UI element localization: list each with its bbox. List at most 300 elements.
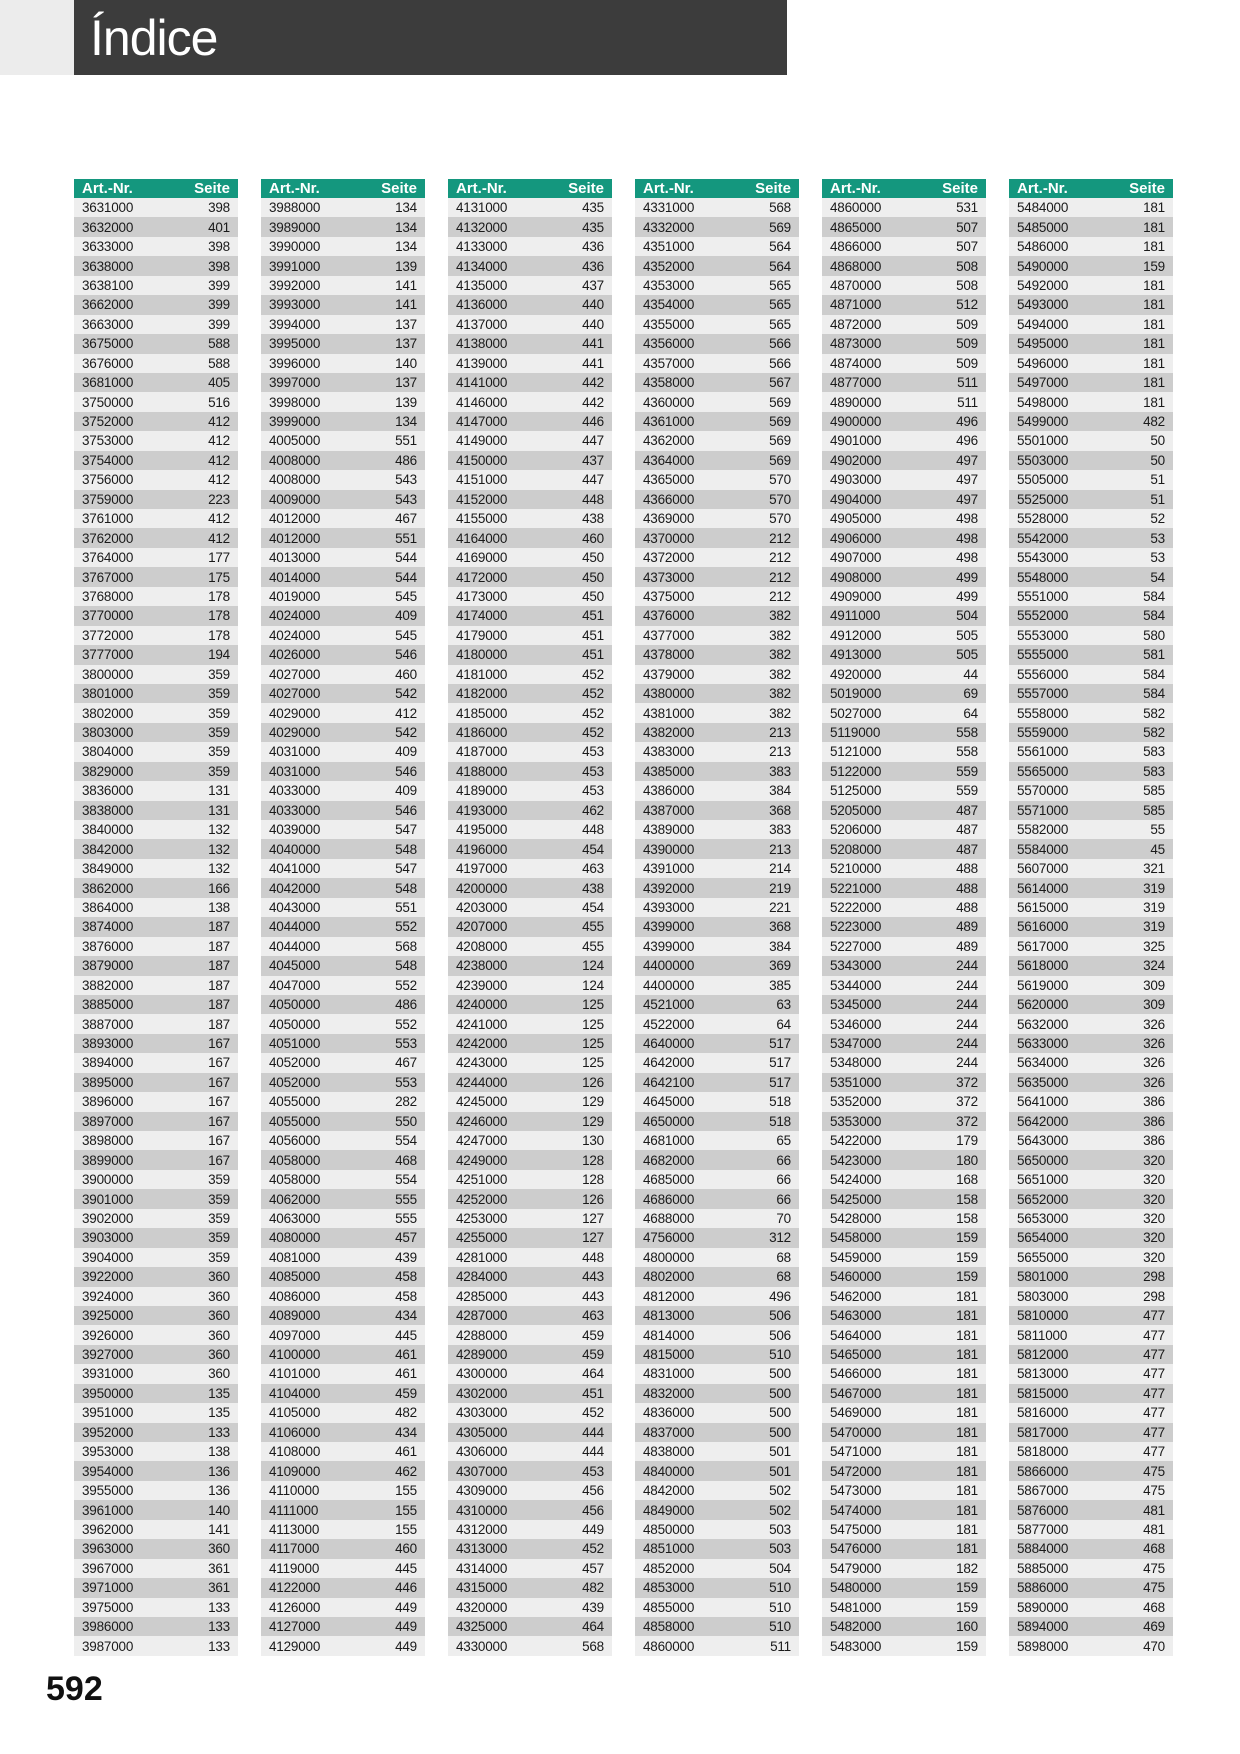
table-row <box>74 976 238 995</box>
table-row <box>261 1539 425 1558</box>
article-number: 5803000 <box>1017 1288 1069 1304</box>
article-number: 5479000 <box>830 1560 882 1576</box>
page-ref: 543 <box>395 491 417 507</box>
article-number: 4249000 <box>456 1152 508 1168</box>
table-row <box>822 820 986 839</box>
article-number: 5818000 <box>1017 1444 1069 1460</box>
seite-header: Seite <box>1129 180 1165 197</box>
table-row <box>822 1384 986 1403</box>
table-row <box>635 723 799 742</box>
article-number: 4814000 <box>643 1327 695 1343</box>
table-row <box>74 1034 238 1053</box>
article-number: 4101000 <box>269 1366 321 1382</box>
table-row <box>448 1092 612 1111</box>
page-ref: 128 <box>582 1172 604 1188</box>
article-number: 3675000 <box>82 336 134 352</box>
page-ref: 129 <box>582 1113 604 1129</box>
article-number: 5653000 <box>1017 1210 1069 1226</box>
table-row <box>822 1325 986 1344</box>
page-ref: 475 <box>1143 1463 1165 1479</box>
page-ref: 509 <box>956 336 978 352</box>
table-row <box>822 431 986 450</box>
page-ref: 509 <box>956 355 978 371</box>
article-number: 5877000 <box>1017 1521 1069 1537</box>
table-row <box>448 898 612 917</box>
page-ref: 442 <box>582 394 604 410</box>
article-number: 4122000 <box>269 1580 321 1596</box>
article-number: 4119000 <box>269 1560 320 1576</box>
page-ref: 412 <box>208 414 230 430</box>
article-number: 3676000 <box>82 355 134 371</box>
page-ref: 141 <box>208 1521 230 1537</box>
article-number: 4137000 <box>456 316 508 332</box>
page-ref: 507 <box>956 239 978 255</box>
page-ref: 451 <box>582 608 604 624</box>
page-ref: 499 <box>956 588 978 604</box>
table-row <box>635 665 799 684</box>
page-ref: 469 <box>1143 1619 1165 1635</box>
page-ref: 497 <box>956 472 978 488</box>
table-row <box>261 217 425 236</box>
page-ref: 319 <box>1143 919 1165 935</box>
article-number: 3887000 <box>82 1016 134 1032</box>
page-ref: 548 <box>395 958 417 974</box>
article-number: 4181000 <box>456 666 508 682</box>
page-ref: 504 <box>769 1560 791 1576</box>
page-ref: 181 <box>1143 277 1165 293</box>
article-number: 4149000 <box>456 433 508 449</box>
table-row <box>261 1073 425 1092</box>
article-number: 5570000 <box>1017 783 1069 799</box>
article-number: 5476000 <box>830 1541 882 1557</box>
page-ref: 564 <box>769 239 791 255</box>
page-ref: 359 <box>208 1172 230 1188</box>
article-number: 5552000 <box>1017 608 1069 624</box>
table-row <box>1009 198 1173 217</box>
table-row <box>448 412 612 431</box>
page-ref: 450 <box>582 569 604 585</box>
page-ref: 496 <box>769 1288 791 1304</box>
article-number: 4141000 <box>456 375 508 391</box>
article-number: 4164000 <box>456 530 508 546</box>
article-number: 3770000 <box>82 608 134 624</box>
page-ref: 435 <box>582 200 604 216</box>
table-row <box>1009 1112 1173 1131</box>
table-row <box>822 1481 986 1500</box>
table-row <box>261 820 425 839</box>
page-ref: 385 <box>769 977 791 993</box>
article-number: 4031000 <box>269 744 321 760</box>
table-row <box>822 684 986 703</box>
table-row <box>448 528 612 547</box>
article-number: 4873000 <box>830 336 882 352</box>
article-number: 4197000 <box>456 861 508 877</box>
article-number: 5483000 <box>830 1638 882 1654</box>
article-number: 4113000 <box>269 1521 320 1537</box>
table-row <box>822 1559 986 1578</box>
article-number: 4870000 <box>830 277 882 293</box>
article-number: 4903000 <box>830 472 882 488</box>
article-number: 4040000 <box>269 841 321 857</box>
article-number: 4913000 <box>830 647 882 663</box>
table-row <box>635 1461 799 1480</box>
page-ref: 498 <box>956 550 978 566</box>
page-ref: 384 <box>769 783 791 799</box>
article-number: 4314000 <box>456 1560 508 1576</box>
table-row <box>74 1539 238 1558</box>
page-ref: 547 <box>395 861 417 877</box>
table-row <box>448 548 612 567</box>
article-number: 4353000 <box>643 277 695 293</box>
table-row <box>261 470 425 489</box>
page-ref: 159 <box>956 1599 978 1615</box>
article-number: 4245000 <box>456 1094 508 1110</box>
table-row <box>635 820 799 839</box>
article-number: 3768000 <box>82 588 134 604</box>
article-number: 5543000 <box>1017 550 1069 566</box>
page-ref: 181 <box>956 1541 978 1557</box>
table-row <box>1009 431 1173 450</box>
article-number: 5495000 <box>1017 336 1069 352</box>
article-number: 4650000 <box>643 1113 695 1129</box>
table-row <box>1009 256 1173 275</box>
page-ref: 497 <box>956 491 978 507</box>
page-ref: 320 <box>1143 1249 1165 1265</box>
table-row <box>822 1287 986 1306</box>
article-number: 3998000 <box>269 394 321 410</box>
page-ref: 159 <box>956 1249 978 1265</box>
article-number: 4026000 <box>269 647 321 663</box>
page-ref: 477 <box>1143 1347 1165 1363</box>
page-ref: 569 <box>769 414 791 430</box>
table-row <box>635 742 799 761</box>
article-number: 4372000 <box>643 550 695 566</box>
page-ref: 180 <box>956 1152 978 1168</box>
page-ref: 508 <box>956 258 978 274</box>
page-ref: 442 <box>582 375 604 391</box>
article-number: 4813000 <box>643 1308 695 1324</box>
table-row <box>635 1150 799 1169</box>
article-number: 3896000 <box>82 1094 134 1110</box>
page-ref: 455 <box>582 938 604 954</box>
article-number: 4033000 <box>269 783 321 799</box>
table-row <box>448 470 612 489</box>
article-number: 4685000 <box>643 1172 695 1188</box>
page-ref: 372 <box>956 1094 978 1110</box>
page-ref: 454 <box>582 841 604 857</box>
table-row <box>261 1248 425 1267</box>
page-ref: 69 <box>963 686 978 702</box>
page-ref: 555 <box>395 1210 417 1226</box>
article-number: 5617000 <box>1017 938 1069 954</box>
article-number: 5425000 <box>830 1191 882 1207</box>
page-ref: 386 <box>1143 1133 1165 1149</box>
page-ref: 319 <box>1143 880 1165 896</box>
table-row <box>822 1150 986 1169</box>
page-ref: 244 <box>956 1036 978 1052</box>
article-number: 5208000 <box>830 841 882 857</box>
page-ref: 500 <box>769 1385 791 1401</box>
table-row <box>261 665 425 684</box>
table-row <box>74 1442 238 1461</box>
article-number: 4858000 <box>643 1619 695 1635</box>
article-number: 4246000 <box>456 1113 508 1129</box>
page-ref: 399 <box>208 297 230 313</box>
table-row <box>74 665 238 684</box>
table-row <box>261 1034 425 1053</box>
article-number: 4312000 <box>456 1521 508 1537</box>
page-ref: 124 <box>582 958 604 974</box>
article-number: 4239000 <box>456 977 508 993</box>
table-row <box>74 1053 238 1072</box>
page-ref: 503 <box>769 1541 791 1557</box>
article-number: 3836000 <box>82 783 134 799</box>
page-ref: 545 <box>395 588 417 604</box>
table-row <box>261 1578 425 1597</box>
article-number: 4909000 <box>830 588 882 604</box>
page-ref: 546 <box>395 763 417 779</box>
article-number: 4111000 <box>269 1502 319 1518</box>
table-row <box>448 315 612 334</box>
table-row <box>261 528 425 547</box>
page-ref: 187 <box>208 919 230 935</box>
page-ref: 360 <box>208 1347 230 1363</box>
article-number: 5423000 <box>830 1152 882 1168</box>
page-ref: 570 <box>769 472 791 488</box>
table-row <box>261 412 425 431</box>
article-number: 5557000 <box>1017 686 1069 702</box>
article-number: 4361000 <box>643 414 695 430</box>
article-number: 5561000 <box>1017 744 1069 760</box>
table-row <box>261 1345 425 1364</box>
table-row <box>822 470 986 489</box>
table-row <box>635 1520 799 1539</box>
page-ref: 181 <box>1143 355 1165 371</box>
page-ref: 509 <box>956 316 978 332</box>
article-number: 3754000 <box>82 452 134 468</box>
page-ref: 133 <box>208 1619 230 1635</box>
page-ref: 181 <box>956 1502 978 1518</box>
article-number: 3989000 <box>269 219 321 235</box>
article-number: 5223000 <box>830 919 882 935</box>
page-ref: 470 <box>1143 1638 1165 1654</box>
table-row <box>448 684 612 703</box>
table-row <box>635 315 799 334</box>
article-number: 4907000 <box>830 550 882 566</box>
table-row <box>448 937 612 956</box>
article-number: 5635000 <box>1017 1074 1069 1090</box>
table-row <box>74 1403 238 1422</box>
table-row <box>1009 1345 1173 1364</box>
page-ref: 468 <box>395 1152 417 1168</box>
table-row <box>261 276 425 295</box>
article-number: 4522000 <box>643 1016 695 1032</box>
page-ref: 447 <box>582 433 604 449</box>
article-number: 4890000 <box>830 394 882 410</box>
page-ref: 359 <box>208 1249 230 1265</box>
article-number: 4852000 <box>643 1560 695 1576</box>
article-number: 4865000 <box>830 219 882 235</box>
table-row <box>822 937 986 956</box>
table-row <box>635 859 799 878</box>
page-ref: 181 <box>1143 239 1165 255</box>
table-row <box>261 1403 425 1422</box>
article-number: 5462000 <box>830 1288 882 1304</box>
page-ref: 545 <box>395 627 417 643</box>
page-ref: 453 <box>582 744 604 760</box>
page-ref: 137 <box>395 316 417 332</box>
article-number: 5347000 <box>830 1036 882 1052</box>
table-row <box>448 1131 612 1150</box>
article-number: 5801000 <box>1017 1269 1069 1285</box>
page-ref: 181 <box>1143 375 1165 391</box>
article-number: 4109000 <box>269 1463 321 1479</box>
table-row <box>448 1306 612 1325</box>
table-row <box>635 1442 799 1461</box>
page-ref: 498 <box>956 511 978 527</box>
article-number: 3882000 <box>82 977 134 993</box>
page-ref: 181 <box>956 1308 978 1324</box>
article-number: 4089000 <box>269 1308 321 1324</box>
page-ref: 141 <box>395 297 417 313</box>
page-ref: 53 <box>1150 530 1165 546</box>
article-number: 3772000 <box>82 627 134 643</box>
table-row <box>261 917 425 936</box>
page-ref: 320 <box>1143 1230 1165 1246</box>
table-row <box>261 956 425 975</box>
table-row <box>74 567 238 586</box>
page-ref: 65 <box>776 1133 791 1149</box>
article-number: 4331000 <box>643 200 695 216</box>
table-row <box>261 781 425 800</box>
page-ref: 298 <box>1143 1288 1165 1304</box>
table-row <box>635 839 799 858</box>
article-number: 4169000 <box>456 550 508 566</box>
page-ref: 461 <box>395 1366 417 1382</box>
page-ref: 282 <box>395 1094 417 1110</box>
article-number: 3893000 <box>82 1036 134 1052</box>
page-ref: 544 <box>395 550 417 566</box>
table-row <box>74 1014 238 1033</box>
article-number: 4012000 <box>269 511 321 527</box>
article-number: 3962000 <box>82 1521 134 1537</box>
page-ref: 359 <box>208 763 230 779</box>
table-row <box>261 198 425 217</box>
page-ref: 131 <box>208 783 230 799</box>
page-ref: 181 <box>956 1424 978 1440</box>
page-ref: 187 <box>208 997 230 1013</box>
table-row <box>822 606 986 625</box>
table-row <box>822 1520 986 1539</box>
article-number: 4042000 <box>269 880 321 896</box>
table-row <box>822 859 986 878</box>
page-ref: 517 <box>769 1036 791 1052</box>
page-ref: 382 <box>769 686 791 702</box>
article-number: 4362000 <box>643 433 695 449</box>
article-number: 5472000 <box>830 1463 882 1479</box>
article-number: 5654000 <box>1017 1230 1069 1246</box>
page-ref: 359 <box>208 686 230 702</box>
table-row <box>261 373 425 392</box>
page-ref: 510 <box>769 1347 791 1363</box>
table-row <box>822 567 986 586</box>
table-row <box>635 237 799 256</box>
article-number: 3662000 <box>82 297 134 313</box>
article-number: 4024000 <box>269 608 321 624</box>
page-ref: 320 <box>1143 1210 1165 1226</box>
table-row <box>822 548 986 567</box>
table-row <box>448 1559 612 1578</box>
table-row <box>635 1034 799 1053</box>
table-row <box>1009 1131 1173 1150</box>
page-ref: 133 <box>208 1638 230 1654</box>
table-row <box>261 354 425 373</box>
page-ref: 477 <box>1143 1444 1165 1460</box>
page-ref: 518 <box>769 1113 791 1129</box>
article-number: 3952000 <box>82 1424 134 1440</box>
article-number: 4309000 <box>456 1483 508 1499</box>
page-ref: 54 <box>1150 569 1165 585</box>
article-number: 4315000 <box>456 1580 508 1596</box>
page-ref: 140 <box>208 1502 230 1518</box>
table-row <box>74 237 238 256</box>
article-number: 3961000 <box>82 1502 134 1518</box>
table-row <box>1009 1150 1173 1169</box>
table-row <box>822 1053 986 1072</box>
table-row <box>448 1014 612 1033</box>
table-row <box>635 1345 799 1364</box>
table-row <box>74 528 238 547</box>
table-row <box>74 1150 238 1169</box>
article-number: 5482000 <box>830 1619 882 1635</box>
page-ref: 504 <box>956 608 978 624</box>
table-row <box>1009 1170 1173 1189</box>
article-number: 4186000 <box>456 725 508 741</box>
article-number: 5555000 <box>1017 647 1069 663</box>
article-number: 4043000 <box>269 899 321 915</box>
page-ref: 542 <box>395 686 417 702</box>
article-number: 3885000 <box>82 997 134 1013</box>
article-number: 5471000 <box>830 1444 882 1460</box>
article-number: 4244000 <box>456 1074 508 1090</box>
table-row <box>1009 801 1173 820</box>
article-number: 3756000 <box>82 472 134 488</box>
table-row <box>448 1267 612 1286</box>
page-ref: 167 <box>208 1094 230 1110</box>
article-number: 4188000 <box>456 763 508 779</box>
article-number: 4031000 <box>269 763 321 779</box>
table-row <box>635 1248 799 1267</box>
page-ref: 552 <box>395 919 417 935</box>
article-number: 4842000 <box>643 1483 695 1499</box>
article-number: 4151000 <box>456 472 508 488</box>
article-number: 4179000 <box>456 627 508 643</box>
page-ref: 585 <box>1143 802 1165 818</box>
article-number: 5227000 <box>830 938 882 954</box>
article-number: 4332000 <box>643 219 695 235</box>
table-row <box>822 198 986 217</box>
article-number: 5525000 <box>1017 491 1069 507</box>
page-ref: 566 <box>769 336 791 352</box>
article-number: 5643000 <box>1017 1133 1069 1149</box>
table-row <box>74 412 238 431</box>
page-ref: 511 <box>957 394 978 410</box>
article-number: 5615000 <box>1017 899 1069 915</box>
page-ref: 569 <box>769 394 791 410</box>
article-number: 4058000 <box>269 1152 321 1168</box>
page-ref: 66 <box>776 1191 791 1207</box>
table-row <box>261 878 425 897</box>
